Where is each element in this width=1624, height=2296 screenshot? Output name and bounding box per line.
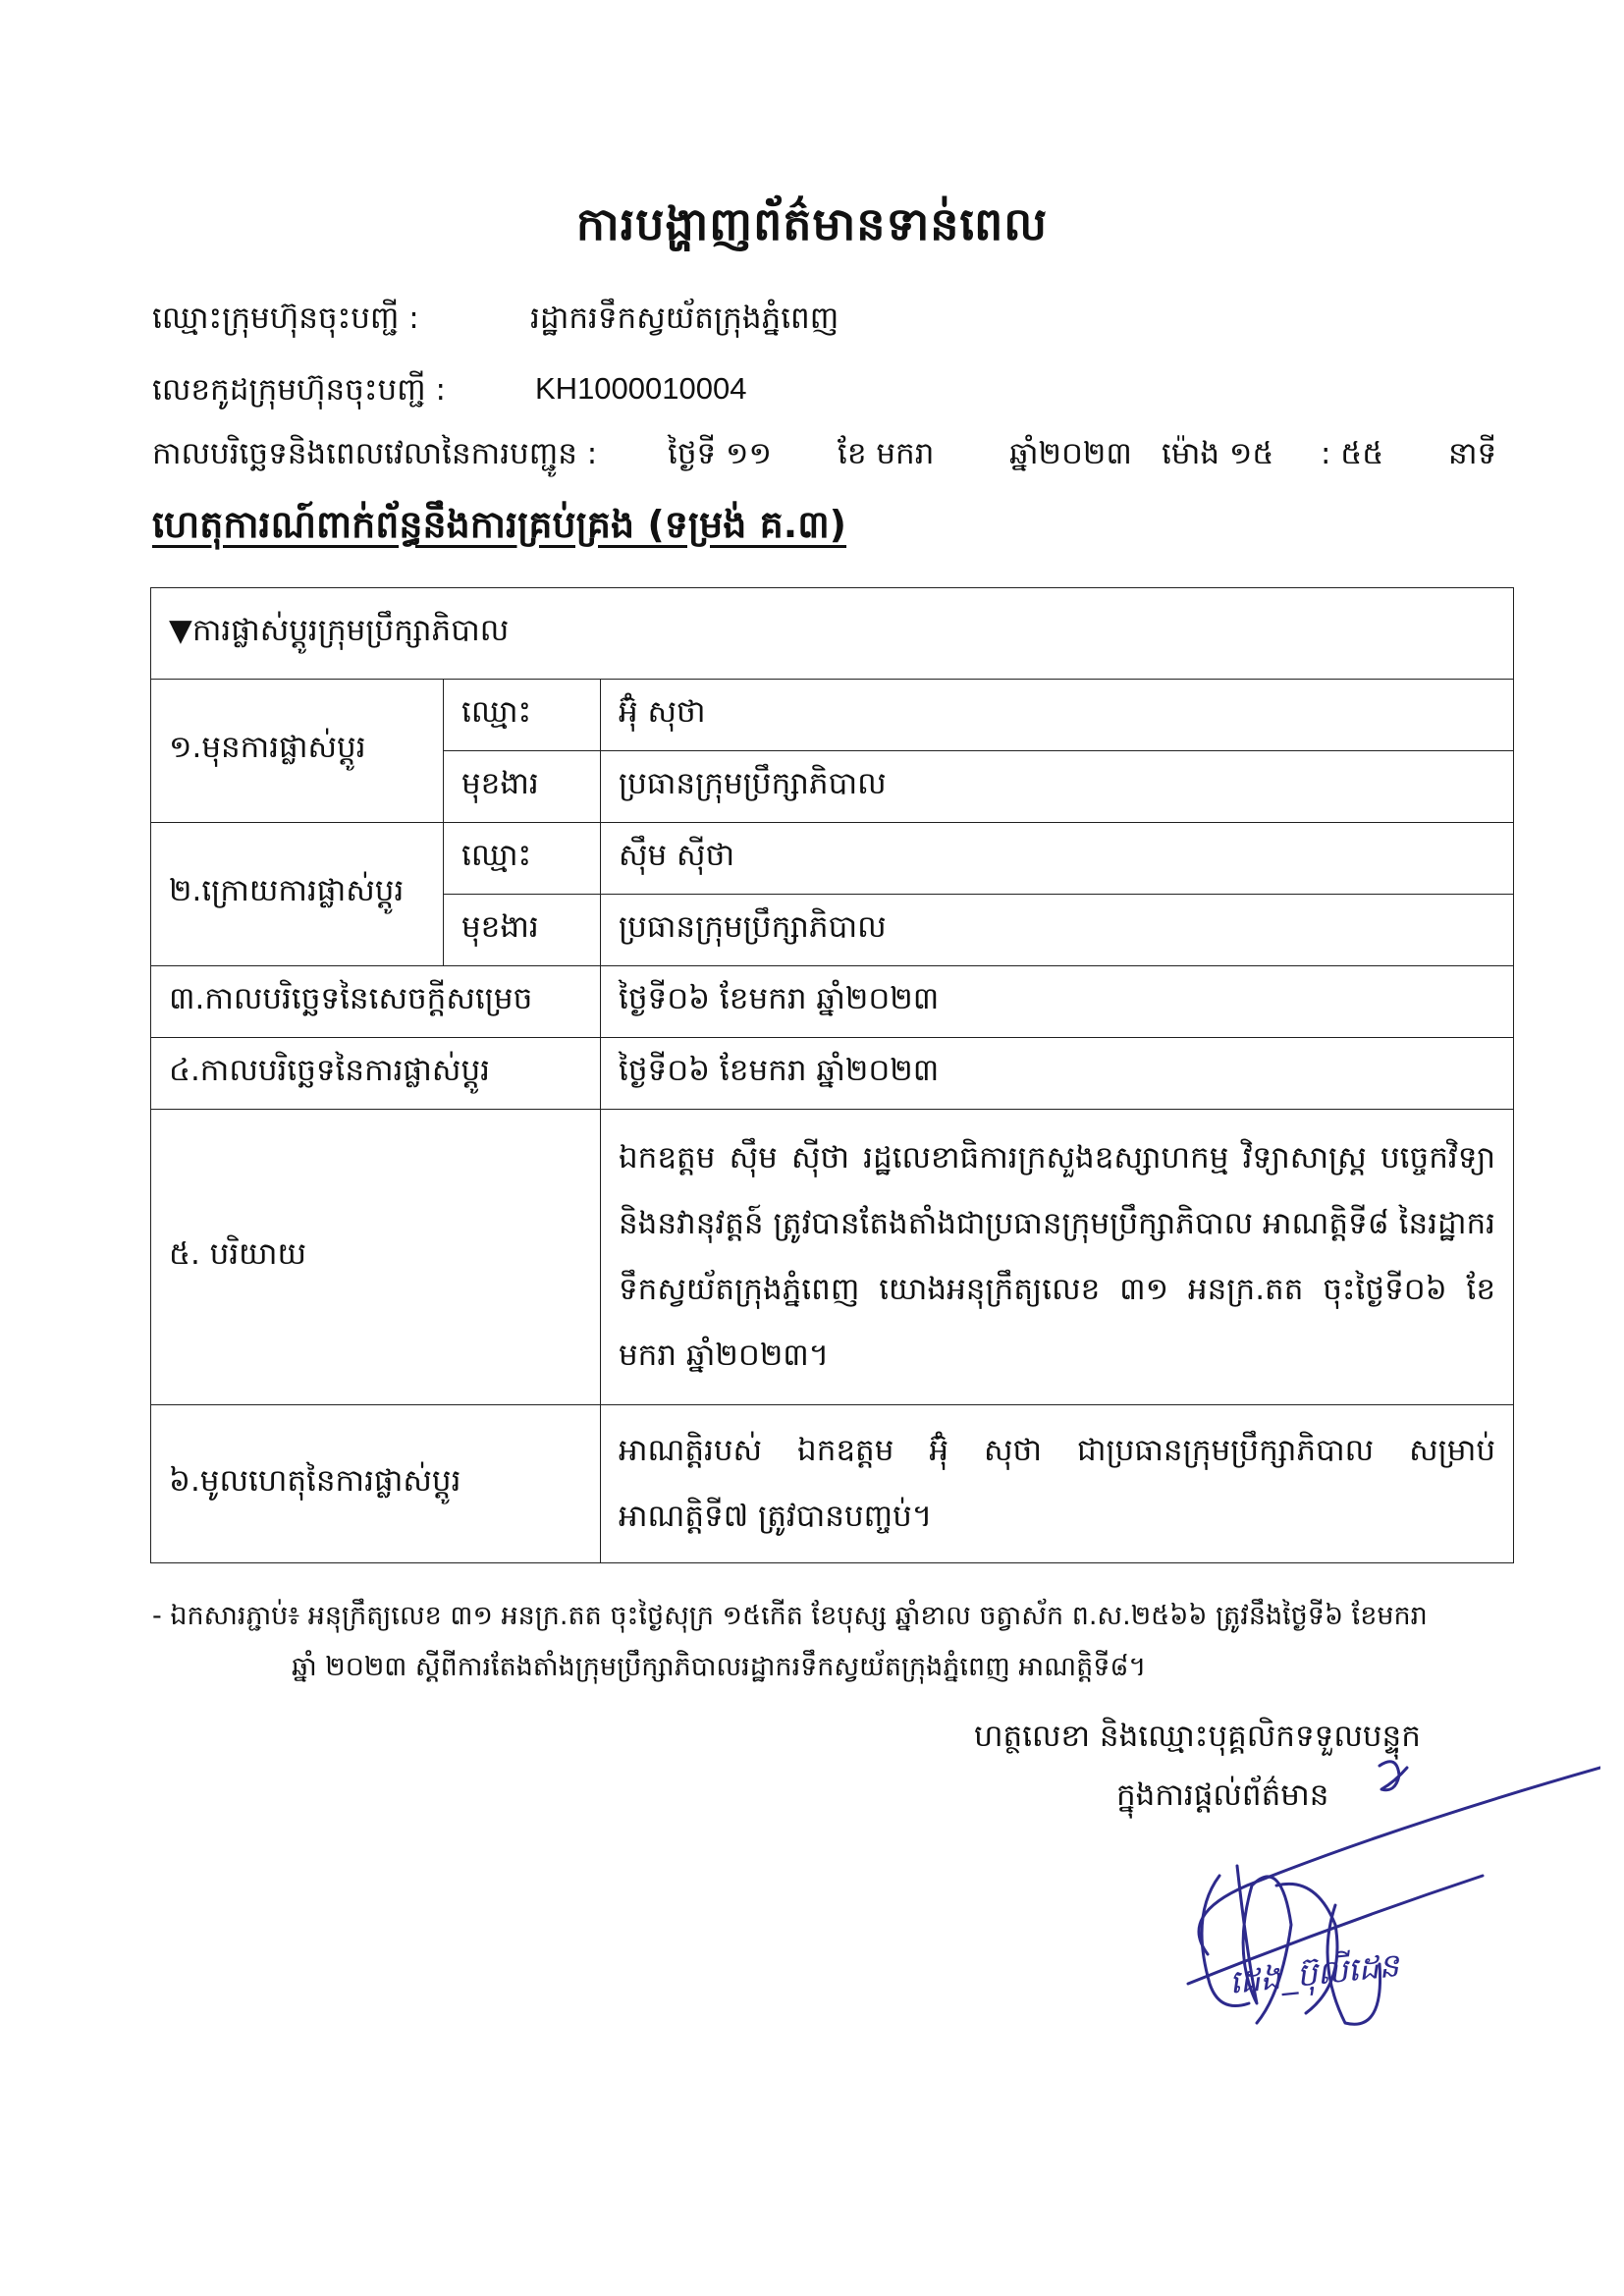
decision-date-label: ៣.កាលបរិច្ឆេទនៃសេចក្តីសម្រេច [151,966,601,1038]
table-row [151,680,1514,751]
signature-caption-line2: ក្នុងការផ្តល់ព័ត៌មាន [1116,1777,1329,1813]
reason-value: អាណត្តិរបស់ ឯកឧត្តម អ៊ុំ សុថា ជាប្រធានក្រុមប្រឹក្សាភិបាល សម្រាប់ អាណត្តិទី៧ ត្រូវបានបញ្ចប់។ [601,1405,1514,1563]
reason-label: ៦.មូលហេតុនៃការផ្លាស់ប្តូរ [151,1405,601,1563]
datetime-year: ឆ្នាំ២០២៣ [1009,436,1132,471]
attachment-note-line2: ឆ្នាំ ២០២៣ ស្តីពីការតែងតាំងក្រុមប្រឹក្សាភិបាលរដ្ឋាករទឹកស្វយ័តក្រុងភ្នំពេញ អាណត្តិទី៨។ [292,1652,1147,1682]
change-date-value: ថ្ងៃទី០៦ ខែមករា ឆ្នាំ២០២៣ [601,1038,1514,1110]
before-position-label: មុខងារ [444,751,601,823]
before-name-label: ឈ្មោះ [444,680,601,751]
description-label: ៥. បរិយាយ [151,1110,601,1405]
before-change-label: ១.មុនការផ្លាស់ប្តូរ [151,680,444,823]
governance-change-table [150,587,1514,1563]
datetime-minute-unit: នាទី [1448,436,1497,471]
table-group-header-row [151,588,1514,680]
group-header-cell: ▼ការផ្លាស់ប្តូរក្រុមប្រឹក្សាភិបាល [151,588,1514,680]
handwritten-signature [1129,1748,1600,2072]
description-value: ឯកឧត្តម ស៊ឹម ស៊ីថា រដ្ឋលេខាធិការក្រសួងឧស្សាហកម្ម វិទ្យាសាស្ត្រ បច្ចេកវិទ្យា និងនវានុវត្តន៍ ត្រូវបានតែងតាំងជាប្រធានក្រុមប្រឹក្សាភិបាល អាណត្តិទី៨ នៃរដ្ឋាករទឹកស្វយ័តក្រុងភ្នំពេញ យោងអនុក្រឹត្យលេខ ៣១ អនក្រ.តត ចុះថ្ងៃទី០៦ ខែមករា ឆ្នាំ២០២៣។ [601,1110,1514,1405]
after-name-label: ឈ្មោះ [444,823,601,895]
signatory-name: ដេង_ប៊ុលីដេន [1226,1945,1401,2001]
table-row [151,823,1514,895]
after-change-label: ២.ក្រោយការផ្លាស់ប្តូរ [151,823,444,966]
section-heading: ហេតុការណ៍ពាក់ព័ន្ធនឹងការគ្រប់គ្រង (ទម្រង់ គ.៣) [152,503,847,546]
datetime-minute: : ៥៥ [1321,436,1384,471]
datetime-month: ខែ មករា [838,436,935,471]
change-date-label: ៤.កាលបរិច្ឆេទនៃការផ្លាស់ប្តូរ [151,1038,601,1110]
before-position-value: ប្រធានក្រុមប្រឹក្សាភិបាល [601,751,1514,823]
company-code-value: KH1000010004 [535,371,747,406]
decision-date-value: ថ្ងៃទី០៦ ខែមករា ឆ្នាំ២០២៣ [601,966,1514,1038]
datetime-day: ថ្ងៃទី ១១ [668,436,772,471]
table-row [151,1405,1514,1563]
attachment-note [152,1591,1517,1693]
after-name-value: ស៊ឹម ស៊ីថា [601,823,1514,895]
company-name-value: រដ្ឋាករទឹកស្វយ័តក្រុងភ្នំពេញ [530,301,839,336]
table-row [151,966,1514,1038]
table-row [151,1110,1514,1405]
before-name-value: អ៊ុំ សុថា [601,680,1514,751]
datetime-hour: ម៉ោង ១៥ [1162,436,1274,471]
attachment-note-line1: - ឯកសារភ្ជាប់៖ អនុក្រឹត្យលេខ ៣១ អនក្រ.តត ចុះថ្ងៃសុក្រ ១៥កើត ខែបុស្ស ឆ្នាំខាល ចត្វាស័ក ព.ស.២៥៦៦ ត្រូវនឹងថ្ងៃទី៦ ខែមករា [152,1601,1428,1631]
table-row [151,1038,1514,1110]
company-name-label: ឈ្មោះក្រុមហ៊ុនចុះបញ្ជី : [152,301,419,336]
datetime-label: កាលបរិច្ឆេទនិងពេលវេលានៃការបញ្ជូន : [152,436,598,471]
document-title: ការបង្ហាញព័ត៌មានទាន់ពេល [575,197,1049,250]
after-position-label: មុខងារ [444,895,601,966]
company-code-label: លេខកូដក្រុមហ៊ុនចុះបញ្ជី : [152,372,446,408]
after-position-value: ប្រធានក្រុមប្រឹក្សាភិបាល [601,895,1514,966]
signature-caption-line1: ហត្ថលេខា និងឈ្មោះបុគ្គលិកទទួលបន្ទុក [974,1719,1421,1754]
